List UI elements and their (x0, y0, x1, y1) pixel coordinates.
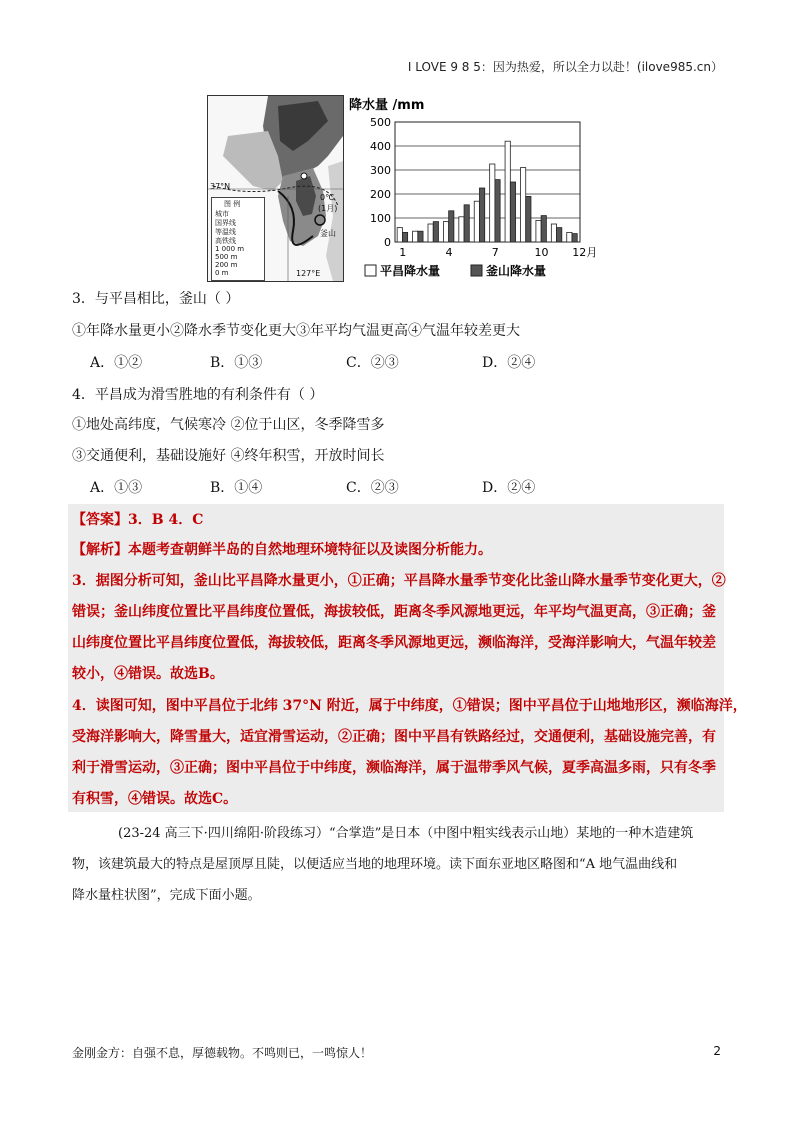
bar-pyeongchang (567, 232, 572, 242)
legend-1000m (215, 245, 244, 253)
bar-busan (418, 231, 423, 242)
q3-option-a[interactable]: A．①② (90, 355, 143, 371)
legend-label-busan: 釜山降水量 (486, 264, 547, 278)
chart-svg (347, 95, 598, 280)
bar-pyeongchang (413, 231, 418, 242)
q4-option-a[interactable]: A．①③ (90, 480, 143, 496)
bar-busan (449, 211, 454, 242)
y-axis-label: 降水量 /mm (349, 98, 425, 113)
legend-title: 图 例 (224, 200, 241, 208)
next-line-3: 降水量柱状图”，完成下面小题。 (72, 888, 261, 903)
p4-line-4: 有积雪，④错误。故选C。 (72, 791, 238, 807)
bar-pyeongchang (459, 217, 464, 242)
bar-busan (510, 182, 515, 242)
legend-label-pyeongchang: 平昌降水量 (380, 264, 441, 278)
x-tick-label: 7 (491, 246, 499, 259)
legend-isotherm-label: 等温线 (215, 228, 236, 236)
legend-1000m-label: 1 000 m (215, 245, 245, 253)
q4-items2: ③交通便利，基础设施好 ④终年积雪，开放时间长 (72, 448, 385, 464)
bar-busan (557, 228, 562, 242)
map-legend (211, 197, 265, 281)
y-tick-label: 200 (370, 188, 391, 201)
figure (207, 95, 598, 280)
bar-pyeongchang (551, 224, 556, 242)
analysis-line: 【解析】本题考查朝鲜半岛的自然地理环境特征以及读图分析能力。 (72, 542, 492, 558)
next-line-2: 物，该建筑最大的特点是屋顶厚且陡，以便适应当地的地理环境。读下面东亚地区略图和“A 地气温曲线和 (72, 857, 678, 872)
p3-line-1: 3．据图分析可知，釜山比平昌降水量更小，①正确；平昌降水量季节变化比釜山降水量季节变化更大，② (72, 573, 726, 589)
isotherm-month: (1月) (318, 204, 338, 213)
p4-line-2: 受海洋影响大，降雪量大，适宜滑雪运动，②正确；图中平昌有铁路经过，交通便利，基础设施完善，有 (72, 729, 716, 745)
bar-pyeongchang (443, 222, 448, 242)
legend-500m-label: 500 m (215, 253, 238, 261)
bar-pyeongchang (505, 141, 510, 242)
legend-0m-label: 0 m (215, 269, 229, 277)
q4-items1: ①地处高纬度，气候寒冷 ②位于山区，冬季降雪多 (72, 417, 385, 433)
city-label: 釜山 (320, 229, 336, 238)
legend-swatch-busan (471, 265, 482, 276)
legend-0m (215, 269, 229, 277)
korea-map (207, 95, 344, 282)
p3-line-3: 山纬度位置比平昌纬度位置低，海拔较低，距离冬季风源地更远，濒临海洋，受海洋影响大，气温年较差 (72, 635, 716, 651)
q3-stem: 3．与平昌相比，釜山（ ） (72, 291, 240, 307)
answer-line: 【答案】3．B 4．C (72, 512, 204, 528)
bar-pyeongchang (536, 220, 541, 242)
bar-pyeongchang (490, 164, 495, 242)
p4-line-1: 4．读图可知，图中平昌位于北纬 37°N 附近，属于中纬度，①错误；图中平昌位于山地地形区，濒临海洋， (72, 698, 747, 714)
bar-busan (572, 234, 577, 242)
bar-busan (402, 232, 407, 242)
legend-city-label: 城市 (215, 210, 229, 218)
q3-option-b[interactable]: B．①③ (210, 355, 263, 371)
y-tick-label: 100 (370, 212, 391, 225)
footer-motto: 金刚金方：自强不息，厚德载物。不鸣则已，一鸣惊人！ (72, 1046, 373, 1060)
legend-200m-label: 200 m (215, 261, 238, 269)
x-tick-label: 1 (399, 246, 407, 259)
q4-stem: 4．平昌成为滑雪胜地的有利条件有（ ） (72, 387, 324, 403)
legend-railway-label: 高铁线 (215, 237, 236, 245)
page-header: I LOVE 9 8 5：因为热爱，所以全力以赴！(ilove985.cn） (407, 60, 723, 74)
p3-line-4: 较小，④错误。故选B。 (72, 666, 224, 682)
y-tick-label: 500 (370, 116, 391, 129)
bar-pyeongchang (397, 228, 402, 242)
q4-option-d[interactable]: D．②④ (482, 480, 536, 496)
bar-busan (495, 180, 500, 242)
bar-pyeongchang (428, 224, 433, 242)
y-tick-label: 300 (370, 164, 391, 177)
isotherm-label: 0℃ (320, 193, 335, 202)
next-line-1: (23-24 高三下·四川绵阳·阶段练习）“合掌造”是日本（中图中粗实线表示山地）某地的一种木造建筑 (118, 826, 694, 841)
lat-label: 37°N (210, 182, 231, 191)
x-tick-label: 4 (445, 246, 453, 259)
q4-option-c[interactable]: C．②③ (346, 480, 399, 496)
bar-pyeongchang (474, 201, 479, 242)
bar-busan (541, 216, 546, 242)
precipitation-chart (347, 95, 598, 280)
p4-line-3: 利于滑雪运动，③正确；图中平昌位于中纬度，濒临海洋，属于温带季风气候，夏季高温多雨，只有冬季 (72, 760, 716, 776)
page-number: 2 (713, 1044, 721, 1058)
bar-busan (464, 205, 469, 242)
x-tick-label: 12月 (572, 246, 598, 259)
bar-busan (526, 196, 531, 242)
lon-label: 127°E (296, 269, 321, 278)
bar-busan (479, 188, 484, 242)
legend-border-label: 国界线 (215, 219, 236, 227)
bar-pyeongchang (520, 168, 525, 242)
legend-200m (215, 261, 237, 269)
legend-swatch-pyeongchang (365, 265, 376, 276)
q3-items: ①年降水量更小②降水季节变化更大③年平均气温更高④气温年较差更大 (72, 323, 520, 339)
q3-option-c[interactable]: C．②③ (346, 355, 399, 371)
x-tick-label: 10 (534, 246, 549, 259)
q4-option-b[interactable]: B．①④ (210, 480, 263, 496)
bar-busan (433, 222, 438, 242)
y-tick-label: 400 (370, 140, 391, 153)
q3-option-d[interactable]: D．②④ (482, 355, 536, 371)
y-tick-label: 0 (384, 236, 391, 249)
p3-line-2: 错误；釜山纬度位置比平昌纬度位置低，海拔较低，距离冬季风源地更远，年平均气温更高，③正确；釜 (72, 604, 716, 620)
legend-500m (215, 253, 237, 261)
